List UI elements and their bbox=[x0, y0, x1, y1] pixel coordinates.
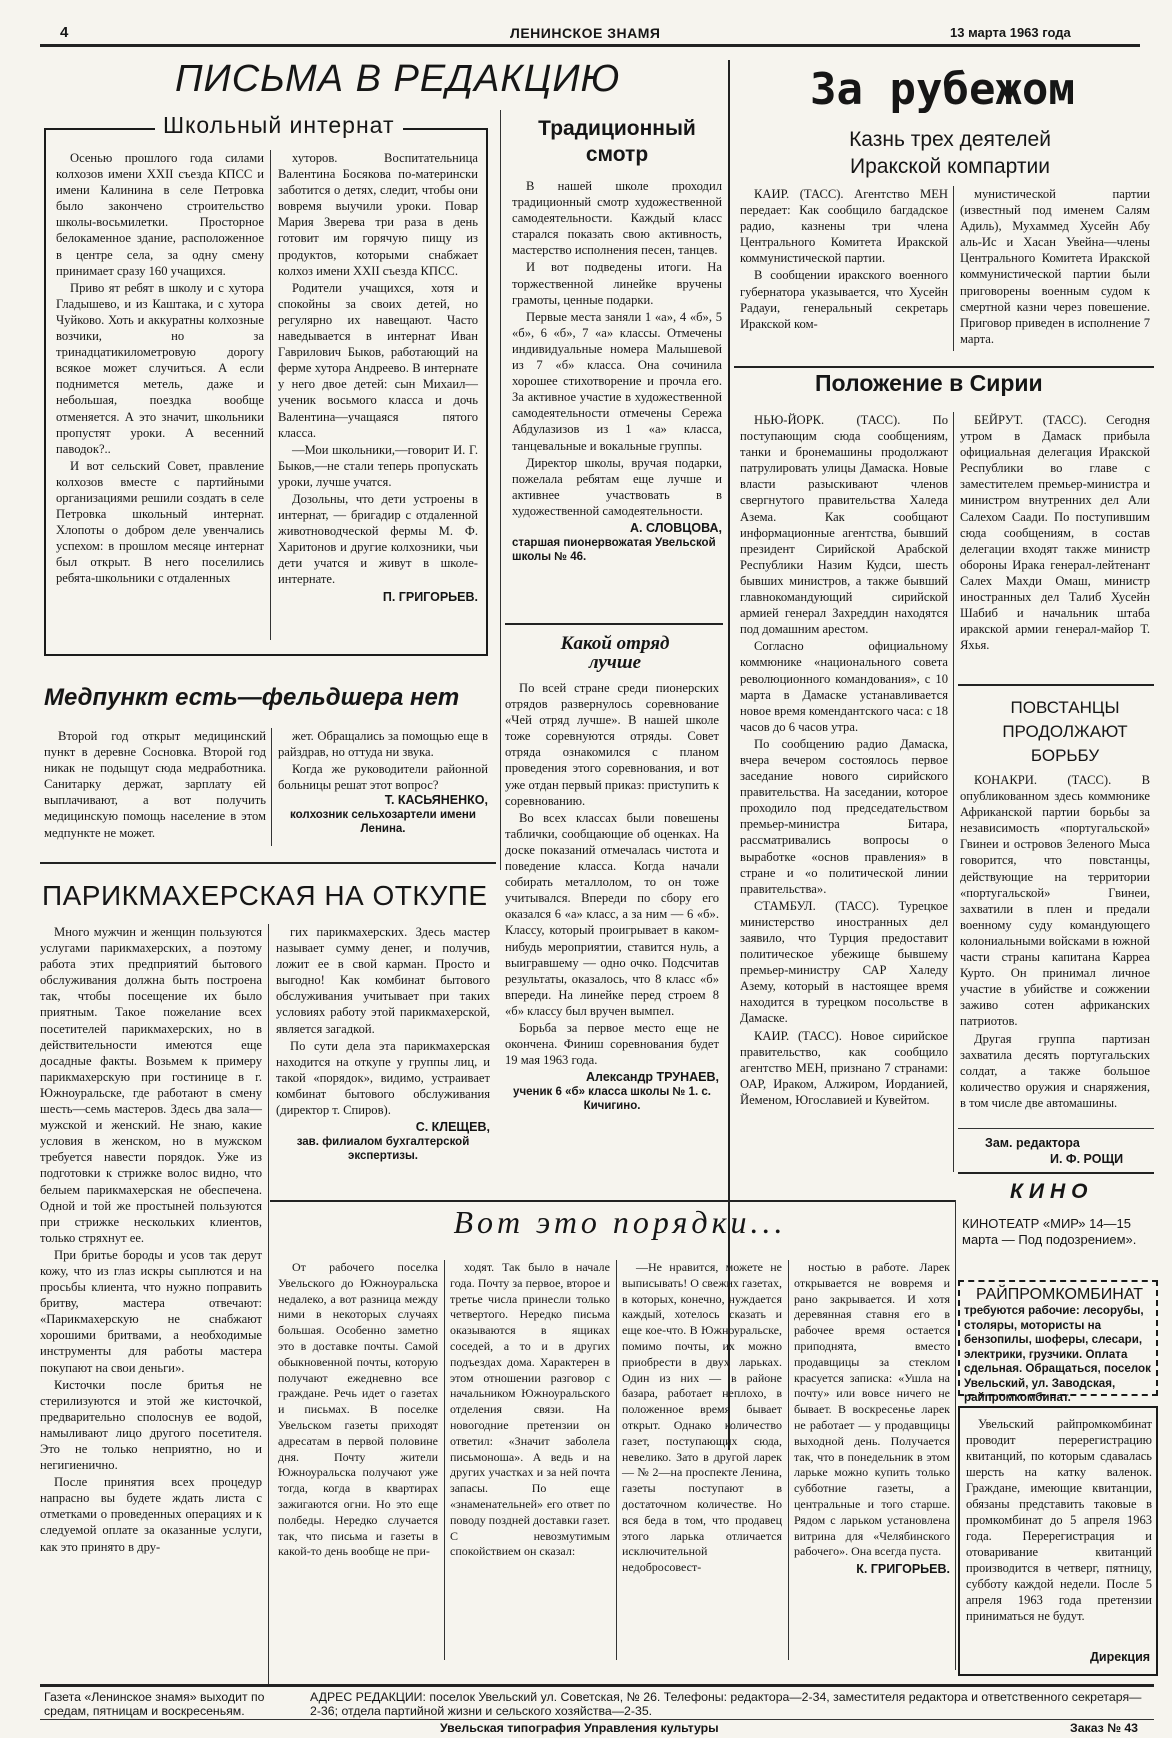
syria-col1-p1: НЬЮ-ЙОРК. (ТАСС). По поступающим сюда сообщениям, танки и бронемашины продолжают патрулировать улицы Дамаска. Новые власти разыскивают членов свергнутого правительства Халеда Азема. Как сообщают информационные агентства, бывший президент Сирийской Арабской Республики Назим Кудси, шесть бывших министров, а также бывший главнокомандующий сирийской армией генерал Захреддин находятся под домашним арестом. bbox=[740, 413, 948, 637]
kazn-col-divider bbox=[953, 186, 954, 351]
kazn-col-1 bbox=[740, 186, 948, 332]
kino-text: КИНОТЕАТР «МИР» 14—15 марта — Под подозрением». bbox=[962, 1216, 1137, 1247]
med-col-divider bbox=[271, 728, 272, 846]
letters-heading: ПИСЬМА В РЕДАКЦИЮ bbox=[175, 58, 621, 100]
school-col1-p1: Осенью прошлого года силами колхозов имени XXII съезда КПСС и имени Калинина в селе Петровка было закончено строительство школы-восьмилетки. Просторное белокаменное здание, расположенное в центре села, за одну смену принимает сразу 160 учащихся. bbox=[56, 151, 264, 278]
kazn-col-2 bbox=[960, 186, 1150, 347]
poryadki-div-1 bbox=[444, 1260, 445, 1660]
otryad-title: Какой отряд лучше bbox=[560, 633, 670, 673]
poryadki-col4-text: ностью в работе. Ларек открывается не вовремя и рано закрывается. И хотя деревянная ставня его в рабочее время остается приподнята, вместо продавщицы за стеклом красуется записка: «Ушла на почту» или вовсе ничего не бывает. В воскресенье ларек не работает — у продавщицы выходной день. Получается так, что в понедельник в этом ларьке можно купить только субботние газеты, а центральные и того старше. Рядом с ларьком установлена витрина для «Челябинского рабочего». Она всегда пуста. bbox=[794, 1260, 950, 1559]
poryadki-title: Вот это порядки... bbox=[453, 1204, 787, 1240]
med-rule bbox=[40, 862, 496, 864]
syria-col1-p4: СТАМБУЛ. (ТАСС). Турецкое министерство иностранных дел заявило, что Турция предоставит политическое убежище бывшему премьер-министру САР Халеду Азему, который в настоящее время находится в турецком посольстве в Дамаске. bbox=[740, 898, 948, 1026]
med-title: Медпункт есть—фельдшера нет bbox=[44, 684, 460, 711]
school-col2-p2: Родители учащихся, хотя и спокойны за своих детей, но регулярно их навещают. Часто наведывается в интернат Иван Гаврилович Быков, работающий на ферме хутора Андреево. В интернате у него двое детей: сын Михаил—ученик восьмого класса и дочь Валентина—учащаяся пятого класса. bbox=[278, 280, 478, 440]
med-author-role: колхозник сельхозартели имени Ленина. bbox=[290, 809, 476, 836]
otryad-p3: Борьба за первое место еще не окончена. Финиш соревнования будет 19 мая 1963 года. bbox=[505, 1020, 719, 1068]
page-header bbox=[40, 22, 1150, 44]
med-col2-p1: жет. Обращались за помощью еще в райздрав, но оттуда ни звука. bbox=[278, 729, 488, 760]
col-rule-letters bbox=[500, 110, 501, 870]
smotr-author: А. СЛОВЦОВА, bbox=[630, 520, 722, 535]
barber-col1-p4: После принятия всех процедур напрасно вы будете ждать листа с отметками о проведенных операциях и к следуемой оплате за оказанные услуги, как это принято в дру- bbox=[40, 1475, 262, 1554]
school-col2-p3: —Мои школьники,—говорит И. Г. Быков,—не стали теперь пропускать уроки, лучше учатся. bbox=[278, 442, 478, 489]
med-col-1 bbox=[44, 728, 266, 841]
barber-col-divider bbox=[268, 924, 269, 1684]
syria-col1-p3: По сообщению радио Дамаска, вчера вечером состоялось первое заседание нового сирийского правительства. На заседании, которое проходило под председательством премьер-министра Битара, рассматривались вопросы о выработке «основ правления» в стране и «о политической линии правительства». bbox=[740, 736, 948, 896]
wool-ad-sign: Дирекция bbox=[1090, 1650, 1151, 1664]
poryadki-col-3 bbox=[622, 1260, 782, 1576]
smotr-p2: И вот подведены итоги. На торжественной линейке вручены грамоты, ценные подарки. bbox=[512, 260, 722, 307]
otryad-p1: По всей стране среди пионерских отрядов развернулось соревнование «Чей отряд лучше». В нашей школе тоже соревнуются отряды. Совет отряда ознакомился с планом проведения этого соревнования, и вот уже отдан первый приказ: приступить к соревнованию. bbox=[505, 681, 719, 808]
page-number: 4 bbox=[60, 24, 69, 41]
rebels-p2: Другая группа партизан захватила десять португальских солдат, а также большое количество оружия и снаряжения, в том числе две автомашины. bbox=[960, 1031, 1150, 1110]
smotr-p4: Директор школы, вручая подарки, пожелала ребятам еще лучше и активнее участвовать в художественной самодеятельности. bbox=[512, 455, 722, 518]
school-col2-p4: Дозольны, что дети устроены в интернат, — бригадир с отдаленной животноводческой фермы М. Ф. Харитонов и другие колхозники, чьи дети учатся и живут в школе-интернате. bbox=[278, 491, 478, 587]
rebels-top-rule bbox=[958, 684, 1154, 686]
school-col1-p2: Приво ят ребят в школу и с хутора Гладышево, и из Каштака, и с хутора Чуйково. Хоть и аккуратны колхозные возчики, но за тринадцатикилометровую дорогу всякое может случиться. А если поднимется метель, даже и небольшая, поездка вообще отменяется. А это значит, школьники пропустят уроки. А весенний паводок?.. bbox=[56, 280, 264, 456]
footer-printer: Увельская типография Управления культуры bbox=[440, 1721, 719, 1735]
school-title: Школьный интернат bbox=[155, 112, 403, 139]
kazn-col2-p1: мунистической партии (известный под именем Салям Адиль), Мухаммед Хусейн Абу аль-Ис и Хасан Увейна—члены Центрального Комитета Иракской коммунистической партии были приговорены военным судом к смертной казни через повешение. Приговор приведен в исполнение 7 марта. bbox=[960, 187, 1150, 346]
barber-title: ПАРИКМАХЕРСКАЯ НА ОТКУПЕ bbox=[42, 880, 488, 911]
barber-col1-p3: Кисточки после бритья не стерилизуются и этой же кисточкой, предварительно сполоснув ее водой, намыливают лицо другого посетителя. Это не только неприятно, но и негигиенично. bbox=[40, 1377, 262, 1473]
column-rule-main bbox=[728, 60, 730, 1450]
otryad-author: Александр ТРУНАЕВ, bbox=[586, 1070, 719, 1085]
syria-col2-p1: БЕЙРУТ. (ТАСС). Сегодня утром в Дамаск прибыла официальная делегация Иракской Республики во главе с заместителем премьер-министра и министром внутренних дел Али Салехом Саади. По поступившим сюда сообщениям, в состав делегации входят также министр обороны Ирака генерал-лейтенант Салех Махди Омаш, министр иностранных дел Талиб Хусейн Шабиб и начальник штаба иракской армии генерал-майор Т. Яхья. bbox=[960, 413, 1150, 653]
syria-col-divider bbox=[953, 412, 954, 1172]
school-col-divider bbox=[270, 150, 271, 640]
poryadki-col2-text: ходят. Так было в начале года. Почту за первое, второе и третье числа принесли только четвертого. Нередко письма оказываются в ящиках соседей, а то и в других подъездах дома. Характерен в этом отношении разговор с начальником Южноуральского отделения связи. На новогодние претензии он ответил: «Значит заболела письмоноша». А ведь и на других участках и за ней почта запасы. По еще «знаменательней» его ответ по поводу поздней доставки газет. С невозмутимым спокойствием он сказал: bbox=[450, 1260, 611, 1559]
otryad-p2: Во всех классах были повешены таблички, сообщающие об оценках. На доске показаний отмечалась чистота и поведение класса. Когда начали собирать металлолом, то он тоже учитывался. Впереди по сбору его оказался 6 «а» класс, а за ним — 6 «б». Классу, который проигрывает в каком-нибудь мероприятии, ставится нуль, а выигравшему — одно очко. Подсчитав результаты, оказалось, что 8 класс «б» впереди. На линейке перед строем 8 «б» классу был вручен вымпел. bbox=[505, 810, 719, 1018]
barber-col-1 bbox=[40, 924, 262, 1555]
med-col-2 bbox=[278, 728, 488, 836]
kazn-col1-p2: В сообщении иракского военного губернатора указывается, что Хусейн Радауи, генеральный секретарь Иракской ком- bbox=[740, 268, 948, 331]
barber-col2-p1: гих парикмахерских. Здесь мастер называет сумму денег, и получив, ложит ее в свой карман. Просто и выгодно! Как комбинат бытового обслуживания учитывает при таких условиях работу этой парикмахерской, является загадкой. bbox=[276, 925, 490, 1036]
poryadki-col-4 bbox=[794, 1260, 950, 1577]
kazn-rule bbox=[734, 366, 1154, 368]
rpk-ad-text: требуются рабочие: лесорубы, столяры, мотористы на бензопилы, шоферы, слесари, электрики, грузчики. Оплата сдельная. Обращаться, поселок Увельский, ул. Заводская, райпромкомбинат. bbox=[964, 1304, 1151, 1404]
poryadki-col-2 bbox=[450, 1260, 610, 1560]
barber-col-2 bbox=[276, 924, 490, 1163]
med-author: Т. КАСЬЯНЕНКО, bbox=[384, 793, 488, 808]
kazn-col1-p1: КАИР. (ТАСС). Агентство МЕН передает: Как сообщило багдадское радио, казнены три члена Центрального Комитета Иракской коммунистической партии. bbox=[740, 187, 948, 266]
poryadki-col3-text: —Не нравится, можете не выписывать! О свежих газетах, в которых, конечно, нуждается каждый, хотелось сказать и еще кое-что. В Южноуральске, помимо почты, их можно приобрести в двух ларьках. Один из них — в районе базара, работает неплохо, в положенное время бывает открыт. Однако количество газет, поступающих сюда, невелико. Зато в другой ларек — № 2—на проспекте Ленина, газеты поступают в достаточном количестве. Но вся беда в том, что продавец этого ларька отличается исключительной недобросовест- bbox=[622, 1260, 782, 1575]
footer-rule bbox=[40, 1684, 1154, 1687]
syria-col1-p2: Согласно официальному коммюнике «национального совета революционного командования», с 10 марта в Дамаске устанавливается новое время комендантского часа: с 18 часов до 6 часов утра. bbox=[740, 639, 948, 734]
syria-title: Положение в Сирии bbox=[815, 370, 1043, 396]
footer-schedule: Газета «Ленинское знамя» выходит по средам, пятницам и воскресеньям. bbox=[44, 1690, 265, 1718]
header-rule bbox=[40, 44, 1140, 47]
poryadki-author: К. ГРИГОРЬЕВ. bbox=[856, 1562, 950, 1577]
otryad-body bbox=[505, 680, 719, 1113]
rebels-body bbox=[960, 772, 1150, 1111]
editor-rule bbox=[958, 1128, 1154, 1129]
smotr-p1: В нашей школе проходил традиционный смотр художественной самодеятельности. Каждый класс старался показать свою активность, мастерство исполнения песен, танцев. bbox=[512, 179, 722, 258]
otryad-author-role: ученик 6 «б» класса школы № 1. с. Кичигино. bbox=[513, 1086, 711, 1113]
footer-order: Заказ № 43 bbox=[1070, 1721, 1139, 1735]
syria-col-2 bbox=[960, 412, 1150, 653]
footer-rule-2 bbox=[40, 1719, 1154, 1720]
smotr-rule bbox=[505, 623, 723, 625]
poryadki-col-1 bbox=[278, 1260, 438, 1560]
barber-col2-p2: По сути дела эта парикмахерская находится на откупе у группы лиц, и такой «порядок», видимо, устраивает комбинат бытового обслуживания (директор т. Спиров). bbox=[276, 1038, 490, 1118]
wool-ad-text: Увельский райпромкомбинат проводит перерегистрацию квитанций, по которым сдавалась шерсть на катку валенок. Граждане, имеющие квитанции, обязаны представить таковые в промкомбинат до 5 апреля 1963 года. Перерегистрация и отоваривание квитанций производится в четверг, пятницу, субботу каждой недели. После 5 апреля 1963 года претензии приниматься не будут. bbox=[966, 1417, 1152, 1623]
poryadki-top-rule bbox=[270, 1200, 956, 1202]
kino-top-rule bbox=[958, 1172, 1154, 1174]
editor-role: Зам. редактора bbox=[985, 1136, 1080, 1150]
editor-name: И. Ф. РОЩИ bbox=[1050, 1152, 1124, 1166]
school-col-2 bbox=[278, 150, 478, 605]
poryadki-div-3 bbox=[788, 1260, 789, 1660]
barber-author-role: зав. филиалом бухгалтерской экспертизы. bbox=[296, 1136, 470, 1163]
abroad-heading: За рубежом bbox=[810, 64, 1075, 115]
poryadki-col1-text: От рабочего поселка Увельского до Южноуральска недалеко, а вот разница между ними в некоторых случаях большая. Особенно заметно это в доставке почты. Самой обыкновенной почты, которую получают ежедневно все граждане. Речь идет о газетах и письмах. В поселке Увельском газеты приходят адресатам в первой половине дня. Почту жители Южноуральска получают уже тогда, когда в квартирах зажигаются огни. Но это еще полбеды. Нередко случается так, что письма и газеты в какой-то день вообще не при- bbox=[278, 1260, 438, 1559]
syria-col1-p5: КАИР. (ТАСС). Новое сирийское правительство, как сообщило агентство МЕН, признано 7 странами: ОАР, Ираком, Алжиром, Иорданией, Йеменом, Югославией и Кувейтом. bbox=[740, 1028, 948, 1107]
med-col1-p1: Второй год открыт медицинский пункт в деревне Сосновка. Второй год никак не подыщут сюда медработника. Санитарку держат, зарплату ей выплачивают, а вот получить медицинскую помощь население в этом медпункте не может. bbox=[44, 729, 266, 840]
syria-col-1 bbox=[740, 412, 948, 1108]
school-col1-p3: И вот сельский Совет, правление колхозов вместе с партийными организациями решили создать в селе Петровка школьный интернат. Хлопоты о добром деле увенчались успехом: в прошлом месяце интернат был открыт. В него поселились ребята-школьники с отдаленных bbox=[56, 458, 264, 586]
smotr-title: Традиционный смотр bbox=[538, 117, 696, 166]
kazn-title: Казнь трех деятелей Иракской компартии bbox=[849, 128, 1051, 178]
school-col2-p1: хуторов. Воспитательница Валентина Босякова по-матерински заботится о детях, следит, чтобы они вовремя выучили уроки. Повар Мария Зверева три раза в день готовит им горячую пищу из продуктов, которыми снабжает колхоз имени XXII съезда КПСС. bbox=[278, 151, 478, 278]
barber-col1-p1: Много мужчин и женщин пользуются услугами парикмахерских, а поэтому работа этих предприятий бытового обслуживания должна быть построена так, чтобы посещение их было приятным. Такое пожелание всех посетителей парикмахерских, но в действительности имеются еще досадные факты. Возьмем к примеру парикмахерскую при гостинице в г. Южноуральске, где работают в смену шесть—семь мастеров. Здесь два зала—мужской и женский. Не знаю, какие условия в женском, но в мужском требуется навести порядок. Уже из подготовки к стрижке волос видно, что белыем парикмахерская не обеспечена. Одной и той же простыней пользуются при стрижке нескольких клиентов, только стряхнут ее. bbox=[40, 925, 262, 1245]
barber-col1-p2: При бритье бороды и усов так дерут кожу, что из глаз искры сыплются и на просьбы клиента, что нужно поправить бритву, мастера отвечают: «Парикмахерскую не снабжают хорошими бритвами, а необходимые инструменты для работы мастера покупают на свои деньги». bbox=[40, 1247, 262, 1375]
rebels-title: ПОВСТАНЦЫ ПРОДОЛЖАЮТ БОРЬБУ bbox=[1002, 698, 1128, 765]
med-col2-p2: Когда же руководители районной больницы решат этот вопрос? bbox=[278, 762, 488, 793]
smotr-author-role: старшая пионервожатая Увельской школы № 46. bbox=[512, 536, 716, 563]
school-col-1 bbox=[56, 150, 264, 587]
poryadki-right-rule bbox=[955, 1200, 956, 1670]
smotr-p3: Первые места заняли 1 «а», 4 «б», 5 «б», 6 «б», 7 «а» классы. Отмечены индивидуальные номера Малышевой из 7 «б» класса. Она сочинила хорошее стихотворение и прочла его. За активное участие в художественной самодеятельности отмечены Сережа Абдулазизов из 1 «а» класса, танцевальные и вокальные группы. bbox=[512, 309, 722, 453]
kino-heading: КИНО bbox=[1010, 1180, 1094, 1203]
poryadki-div-2 bbox=[616, 1260, 617, 1660]
issue-date: 13 марта 1963 года bbox=[950, 25, 1071, 40]
rpk-ad-title: РАЙПРОМКОМБИНАТ bbox=[976, 1286, 1144, 1303]
footer-address: АДРЕС РЕДАКЦИИ: поселок Увельский ул. Советская, № 26. Телефоны: редактора—2-34, заместителя редактора и ответственного секретаря—2-36; отдела партийной жизни и сельского хозяйства—2-35. bbox=[310, 1690, 1142, 1718]
rebels-p1: КОНАКРИ. (ТАСС). В опубликованном здесь коммюнике Африканской партии борьбы за независимость «португальской» Гвинеи и островов Зеленого Мыса говорится, что повстанцы, действующие на территории «португальской» Гвинеи, захватили в плен и предали военному суду командующего колониальными войсками в южной части страны капитана Карреа Курто. Он принимал личное участие в убийстве и сожжении заживо сотен африканских патриотов. bbox=[960, 773, 1150, 1029]
barber-author: С. КЛЕЩЕВ, bbox=[415, 1120, 490, 1135]
smotr-body bbox=[512, 178, 722, 564]
newspaper-name: ЛЕНИНСКОЕ ЗНАМЯ bbox=[510, 25, 661, 41]
school-author: П. ГРИГОРЬЕВ. bbox=[382, 589, 478, 604]
